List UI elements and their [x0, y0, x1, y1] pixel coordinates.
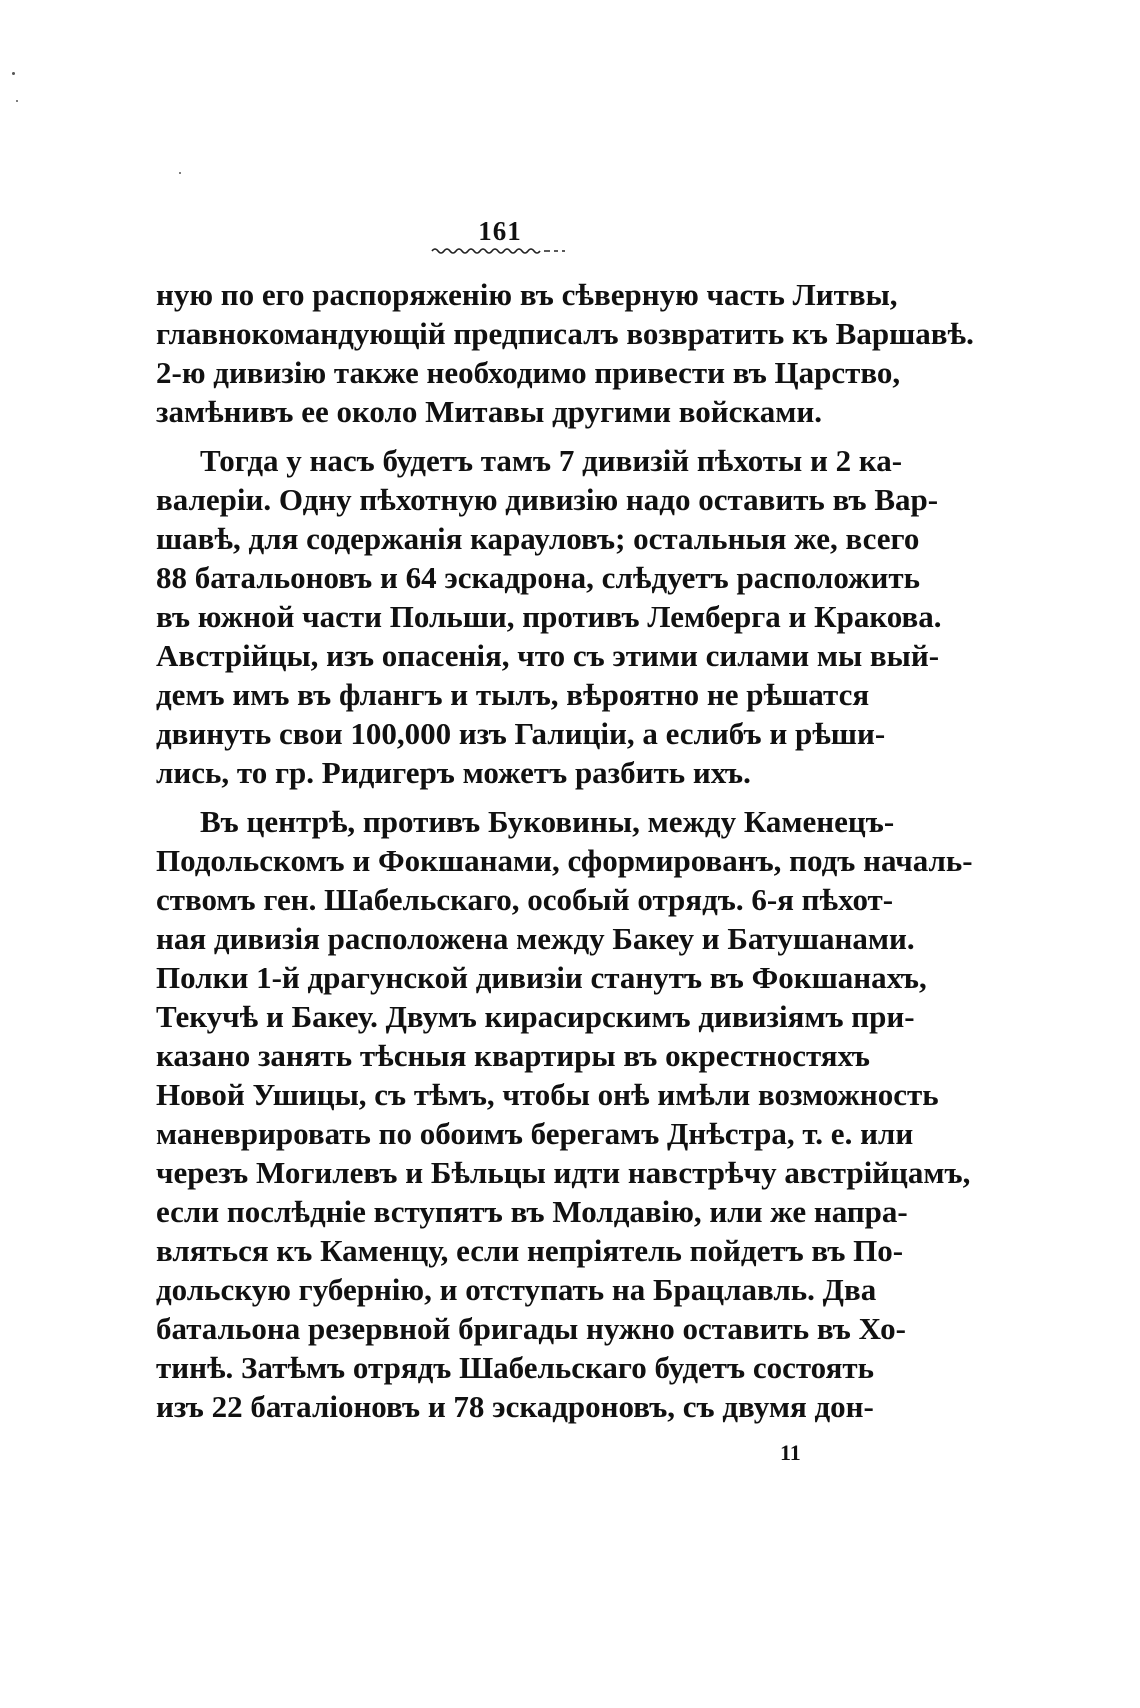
- text-line: замѣнивъ ее около Митавы другими войсками.: [156, 394, 823, 429]
- text-line: маневрировать по обоимъ берегамъ Днѣстра, т. е. или: [156, 1116, 914, 1151]
- text-line: двинуть свои 100,000 изъ Галиціи, а еслибъ и рѣши-: [156, 716, 886, 751]
- text-line: Тогда у насъ будетъ тамъ 7 дивизій пѣхоты и 2 ка-: [200, 443, 903, 478]
- text-line: казано занять тѣсныя квартиры въ окрестностяхъ: [156, 1038, 870, 1073]
- wavy-rule-ornament: [430, 246, 570, 256]
- text-line: 2-ю дивизію также необходимо привести въ Царство,: [156, 355, 901, 390]
- text-line: изъ 22 баталіоновъ и 78 эскадроновъ, съ двумя дон-: [156, 1389, 874, 1424]
- text-line: ная дивизія расположена между Бакеу и Батушанами.: [156, 921, 915, 956]
- text-line: Въ центрѣ, противъ Буковины, между Каменецъ-: [200, 804, 895, 839]
- text-line: валеріи. Одну пѣхотную дивизію надо оставить въ Вар-: [156, 482, 939, 517]
- page-number: 161: [478, 216, 522, 246]
- text-line: ную по его распоряженію въ сѣверную часть Литвы,: [156, 277, 898, 312]
- text-line: Подольскомъ и Фокшанами, сформированъ, подъ началь-: [156, 843, 973, 878]
- signature-mark: 11: [780, 1440, 801, 1465]
- margin-speck: [16, 100, 18, 102]
- text-line: тинѣ. Затѣмъ отрядъ Шабельскаго будетъ состоять: [156, 1350, 874, 1385]
- margin-speck: [179, 172, 181, 174]
- text-line: шавѣ, для содержанія карауловъ; остальныя же, всего: [156, 521, 920, 556]
- text-line: черезъ Могилевъ и Бѣльцы идти навстрѣчу австрійцамъ,: [156, 1155, 971, 1190]
- text-line: если послѣдніе вступятъ въ Молдавію, или же напра-: [156, 1194, 908, 1229]
- margin-speck: [12, 72, 15, 75]
- text-line: главнокомандующій предписалъ возвратить къ Варшавѣ.: [156, 316, 974, 351]
- text-line: ствомъ ген. Шабельскаго, особый отрядъ. 6-я пѣхот-: [156, 882, 894, 917]
- text-line: въ южной части Польши, противъ Лемберга и Кракова.: [156, 599, 942, 634]
- text-line: вляться къ Каменцу, если непріятель пойдетъ въ По-: [156, 1233, 904, 1268]
- text-line: дольскую губернію, и отступать на Брацлавль. Два: [156, 1272, 877, 1307]
- text-line: Австрійцы, изъ опасенія, что съ этими силами мы вый-: [156, 638, 940, 673]
- text-line: Новой Ушицы, съ тѣмъ, чтобы онѣ имѣли возможность: [156, 1077, 939, 1112]
- body-text: [156, 275, 974, 1426]
- text-line: Текучѣ и Бакеу. Двумъ кирасирскимъ дивизіямъ при-: [156, 999, 915, 1034]
- text-line: демъ имъ въ флангъ и тылъ, вѣроятно не рѣшатся: [156, 677, 870, 712]
- text-line: лись, то гр. Ридигеръ можетъ разбить ихъ.: [156, 755, 751, 790]
- page-header: [420, 216, 580, 256]
- text-line: 88 батальоновъ и 64 эскадрона, слѣдуетъ расположить: [156, 560, 921, 595]
- text-line: батальона резервной бригады нужно оставить въ Хо-: [156, 1311, 906, 1346]
- text-line: Полки 1-й драгунской дивизіи станутъ въ Фокшанахъ,: [156, 960, 927, 995]
